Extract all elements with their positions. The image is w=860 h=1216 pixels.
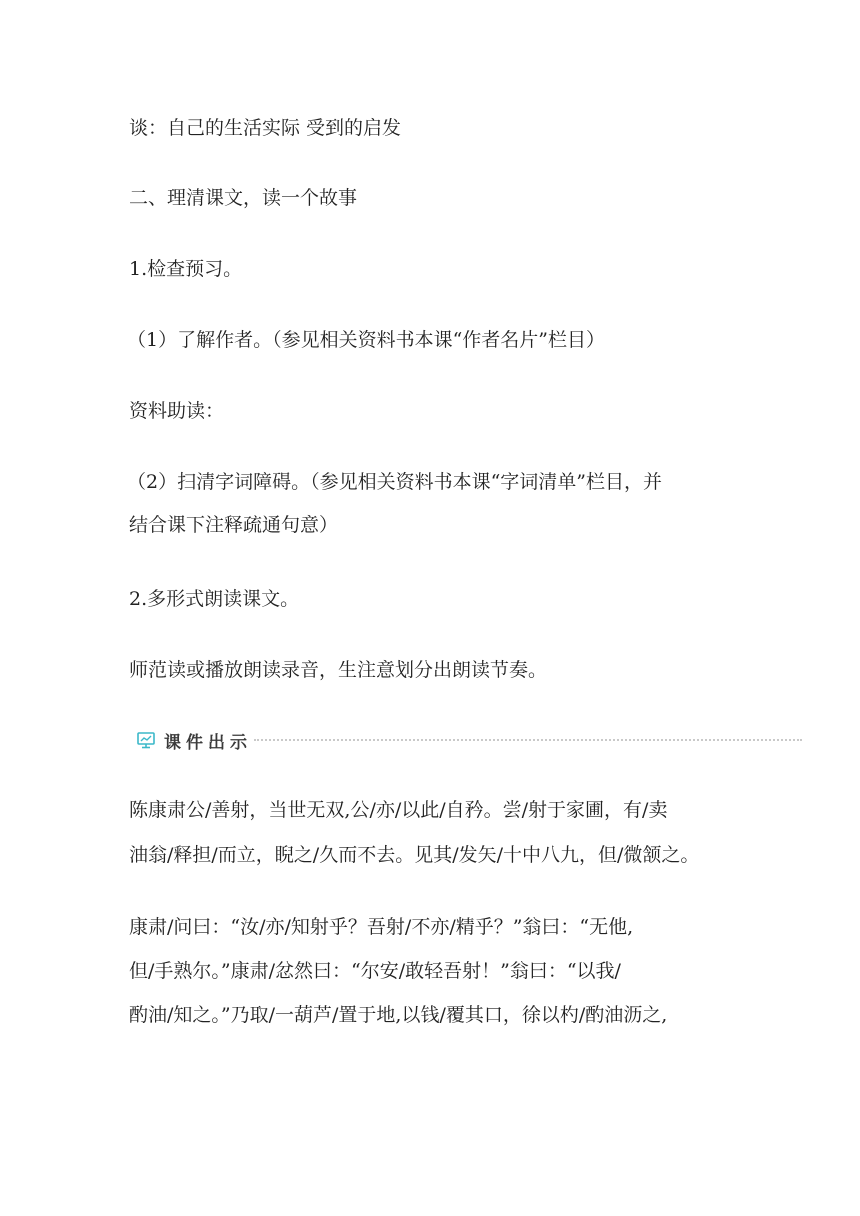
courseware-header — [136, 728, 802, 752]
sub-clear-words-line1: （2）扫清字词障碍。（参见相关资料书本课“字词清单”栏目，并 — [127, 471, 663, 493]
presentation-screen-icon — [136, 730, 156, 750]
passage-line: 油翁/释担/而立，睨之/久而不去。见其/发矢/十中八九，但/微颔之。 — [129, 844, 700, 866]
dotted-divider — [254, 739, 802, 741]
sub-clear-words-line2: 结合课下注释疏通句意） — [129, 514, 339, 536]
talk-line: 谈：自己的生活实际 受到的启发 — [129, 117, 402, 139]
reference-label: 资料助读： — [129, 400, 225, 422]
section-heading: 二、理清课文，读一个故事 — [129, 187, 358, 209]
step-read-aloud: 2.多形式朗读课文。 — [129, 588, 300, 610]
passage-line: 康肃/问曰：“汝/亦/知射乎？吾射/不亦/精乎？”翁曰：“无他, — [129, 916, 634, 938]
sub-know-author: （1）了解作者。（参见相关资料书本课“作者名片”栏目） — [127, 329, 606, 351]
teacher-instruction: 师范读或播放朗读录音，生注意划分出朗读节奏。 — [129, 659, 548, 681]
passage-line: 酌油/知之。”乃取/一葫芦/置于地,以钱/覆其口，徐以杓/酌油沥之, — [129, 1004, 668, 1026]
passage-line: 陈康肃公/善射，当世无双,公/亦/以此/自矜。尝/射于家圃，有/卖 — [129, 799, 668, 821]
step-check-preview: 1.检查预习。 — [129, 258, 243, 280]
courseware-label: 课件出示 — [164, 732, 252, 753]
passage-line: 但/手熟尔。”康肃/忿然曰：“尔安/敢轻吾射！”翁曰：“以我/ — [129, 960, 621, 982]
